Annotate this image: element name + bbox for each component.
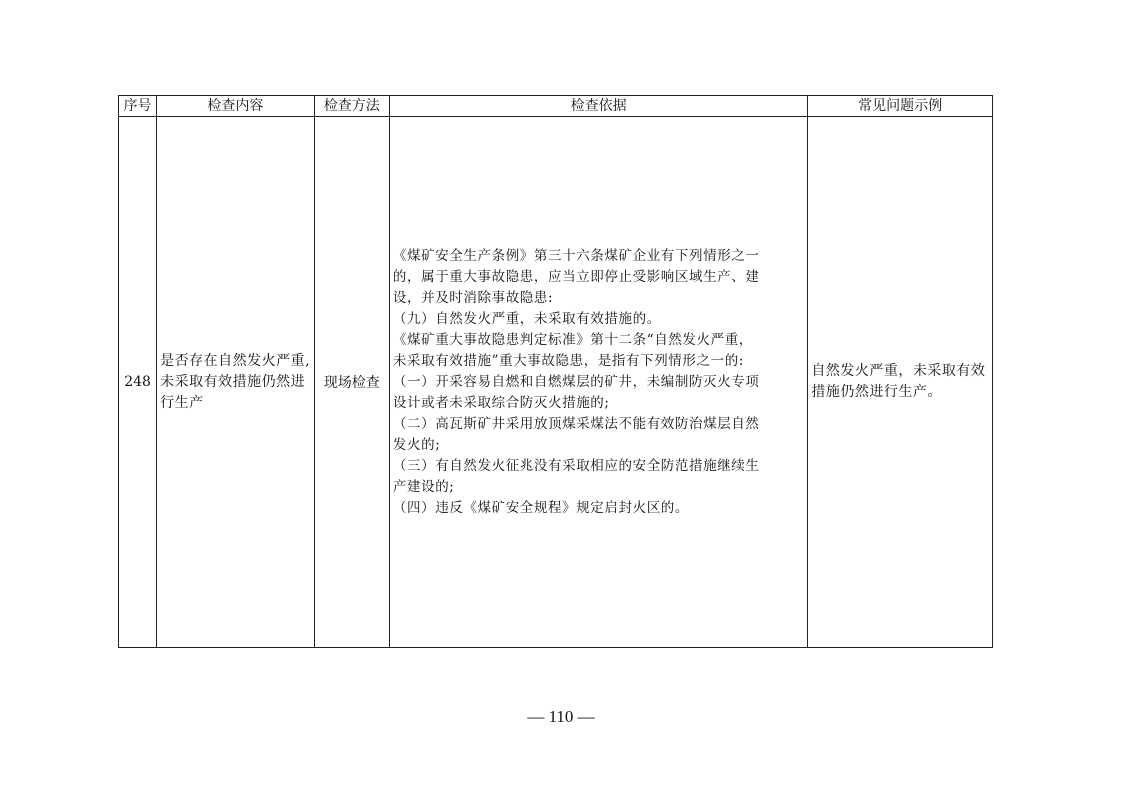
header-row <box>119 96 993 117</box>
row-check-basis <box>389 117 807 648</box>
basis-line: 《煤矿重大事故隐患判定标准》第十二条“自然发火严重， <box>392 331 753 348</box>
table-header <box>119 96 993 117</box>
header-method: 检查方法 <box>314 96 389 117</box>
basis-line: （三）有自然发火征兆没有采取相应的安全防范措施继续生 <box>392 457 760 474</box>
table-row <box>119 117 993 648</box>
basis-line: 的，属于重大事故隐患，应当立即停止受影响区域生产、建 <box>392 268 760 285</box>
basis-line: （一）开采容易自燃和自燃煤层的矿井，未编制防灭火专项 <box>392 373 760 390</box>
header-content: 检查内容 <box>157 96 315 117</box>
basis-line: 未采取有效措施”重大事故隐患，是指有下列情形之一的: <box>392 352 744 369</box>
row-common-problem-example: 自然发火严重，未采取有效措施仍然进行生产。 <box>808 117 993 648</box>
row-check-method: 现场检查 <box>314 117 389 648</box>
row-number: 248 <box>119 117 157 648</box>
basis-line: 《煤矿安全生产条例》第三十六条煤矿企业有下列情形之一 <box>392 247 760 264</box>
header-basis: 检查依据 <box>389 96 807 117</box>
basis-line: （四）违反《煤矿安全规程》规定启封火区的。 <box>392 499 690 516</box>
basis-line: 设，并及时消除事故隐患: <box>392 289 554 306</box>
basis-line: （九）自然发火严重，未采取有效措施的。 <box>392 310 661 327</box>
basis-line: 发火的; <box>392 436 441 453</box>
header-example: 常见问题示例 <box>808 96 993 117</box>
row-check-content: 是否存在自然发火严重,未采取有效措施仍然进行生产 <box>157 117 315 648</box>
table-body <box>119 117 993 648</box>
page-number: — 110 — <box>527 707 595 726</box>
basis-line: （二）高瓦斯矿井采用放顶煤采煤法不能有效防治煤层自然 <box>392 415 760 432</box>
header-number: 序号 <box>119 96 157 117</box>
basis-line: 产建设的; <box>392 478 455 495</box>
basis-line: 设计或者未采取综合防灭火措施的; <box>392 394 610 411</box>
inspection-table <box>118 95 993 648</box>
